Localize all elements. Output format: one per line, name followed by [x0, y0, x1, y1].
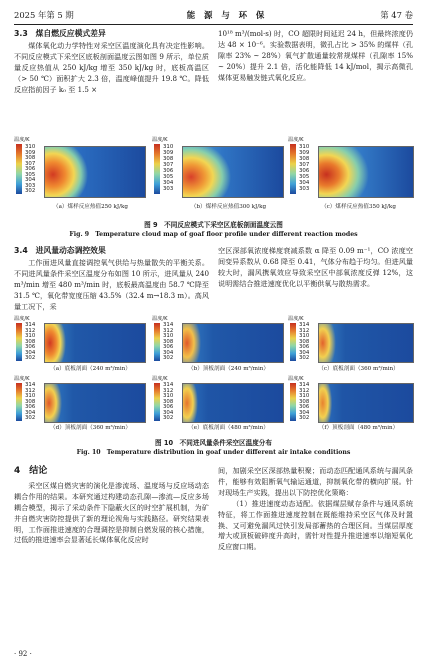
- colorbar-tick: 308: [299, 338, 310, 345]
- fig9-panel-c-label: （c）煤样反应热值350 kJ/kg: [321, 204, 396, 210]
- fig10-panel-b: [152, 315, 285, 373]
- fig10-panel-a-label: （a）底板剖面（240 m³/min）: [50, 366, 131, 372]
- colorbar-tick: 310: [163, 333, 174, 339]
- left-column-sec34: [14, 246, 209, 312]
- section-3-3-continued: 10¹⁸ m³/(mol·s) 时，CO 超限时间延迟 24 h，但最终浓度仍达 48 × 10⁻⁶。实验数据表明，微孔占比 > 35% 的煤样（孔隙率 23% ~ 28%）氧气扩散通量较常规煤样（孔隙率 15% ~ 20%）提升 2.1 倍，活化能降低 14 kJ/mol，揭示高微孔煤体更易触发链式氧化反应。: [218, 29, 413, 82]
- colorbar-gradient: [16, 144, 22, 194]
- journal-volume: 第 47 卷: [380, 10, 413, 20]
- colorbar-tick: 302: [163, 355, 174, 361]
- colorbar-tick: 312: [163, 327, 174, 334]
- section-4-strategy-1: （1）推进速度动态适配。依据煤层赋存条件与通风系统特征，将工作面推进速度控制在既能维持采空区气体及时置换、又可避免漏风过快引发局部蓄热的合理区间。当煤层厚度增大或顶板破碎度升高时，需针对性提升推进速率以缩短氧化反应窗口期。: [218, 498, 413, 552]
- section-4-paragraph: 采空区煤自燃灾害的演化是渗流场、温度场与反应场动态耦合作用的结果。本研究通过构建动态孔隙—渗流—反应多场耦合模型，揭示了采动条件下隐蔽火区的时空扩展机制，为矿井自燃灾害防控提供了新的理论视角与实践路径。研究结果表明，工作面推进速度的合理调控是抑制自燃发展的核心措施，过低的推进速率会显著延长煤体氧化反应时: [14, 480, 209, 545]
- fig9-colorbar: [290, 136, 314, 196]
- fig9-panel-c: [290, 136, 413, 216]
- colorbar-tick: 304: [25, 409, 36, 416]
- fig10-panel-d-label: （d）顶板剖面（360 m³/min）: [50, 425, 131, 431]
- fig10-panel-c: [290, 315, 413, 373]
- colorbar-title: 温度/K: [288, 376, 304, 382]
- colorbar-tick: 306: [163, 344, 174, 350]
- colorbar-tick: 304: [299, 349, 310, 356]
- colorbar-title: 温度/K: [14, 376, 30, 382]
- colorbar-tick: 303: [163, 186, 174, 192]
- colorbar-tick: 314: [25, 322, 36, 328]
- colorbar-tick: 306: [299, 168, 310, 174]
- fig9-contour-map-a: [44, 146, 146, 198]
- colorbar-tick: 310: [163, 144, 174, 150]
- colorbar-gradient: [154, 383, 160, 421]
- colorbar-tick: 304: [163, 409, 174, 416]
- colorbar-tick: 310: [163, 393, 174, 399]
- colorbar-tick: 304: [299, 180, 310, 186]
- figure-9-caption-en: Fig. 9 Temperature cloud map of goaf floor profile under different reaction modes: [69, 231, 358, 238]
- fig10-panel-b-label: （b）顶板剖面（240 m³/min）: [188, 366, 269, 372]
- section-3-4-title: 3.4 进风量动态调控效果: [14, 246, 106, 255]
- colorbar-tick: 310: [25, 333, 36, 339]
- journal-issue: 2025 年第 5 期: [14, 10, 74, 20]
- colorbar-tick: 302: [163, 415, 174, 421]
- colorbar-tick: 306: [25, 166, 36, 172]
- colorbar-title: 温度/K: [14, 137, 30, 143]
- fig10-panel-e: [152, 375, 285, 431]
- colorbar-tick: 308: [25, 338, 36, 345]
- colorbar-tick: 310: [25, 144, 36, 150]
- fig10-contour-map-d: [44, 383, 146, 423]
- colorbar-tick: 307: [163, 162, 174, 168]
- fig9-panel-a-label: （a）煤样反应热值250 kJ/kg: [52, 204, 129, 210]
- colorbar-tick: 312: [299, 387, 310, 394]
- fig10-panel-f: [290, 375, 413, 431]
- fig10-panel-e-label: （e）底板剖面（480 m³/min）: [188, 425, 269, 431]
- colorbar-tick: 308: [299, 398, 310, 405]
- colorbar-tick: 310: [299, 393, 310, 399]
- figure-10: [14, 315, 413, 487]
- colorbar-tick: 306: [299, 404, 310, 410]
- colorbar-tick: 308: [163, 338, 174, 345]
- colorbar-tick: 309: [299, 150, 310, 156]
- colorbar-gradient: [290, 323, 296, 361]
- colorbar-tick: 302: [25, 415, 36, 421]
- colorbar-tick: 310: [299, 144, 310, 150]
- fig9-colorbar: [16, 136, 40, 196]
- colorbar-tick: 309: [163, 150, 174, 156]
- colorbar-tick: 314: [299, 322, 310, 328]
- colorbar-tick: 312: [163, 387, 174, 394]
- right-column-sec34: [218, 246, 413, 290]
- section-3-4-paragraph: 工作面进风量直接调控氧气供给与热量散失的平衡关系。不同进风量条件采空区温度分布如图 10 所示，进风量从 240 m³/min 增至 480 m³/min 时，底板最高温度由 58.7 ℃降至 31.5 ℃，氧化带宽度压缩 43.5%（32.4 m→18.3 m）。高风量工况下，采: [14, 257, 209, 311]
- colorbar-tick: 302: [299, 415, 310, 421]
- colorbar-tick: 314: [163, 382, 174, 388]
- figure-10-caption: [14, 437, 413, 456]
- colorbar-tick: 304: [163, 349, 174, 356]
- left-column-sec4: [14, 466, 209, 546]
- section-4-title: 4 结论: [14, 466, 48, 476]
- colorbar-tick: 308: [163, 398, 174, 405]
- colorbar-tick: 306: [25, 344, 36, 350]
- colorbar-tick: 305: [299, 174, 310, 180]
- right-column-sec33: [218, 29, 413, 84]
- colorbar-gradient: [154, 323, 160, 361]
- colorbar-title: 温度/K: [152, 316, 168, 322]
- fig10-colorbar: [154, 315, 178, 361]
- colorbar-tick: 314: [163, 322, 174, 328]
- colorbar-title: 温度/K: [152, 376, 168, 382]
- colorbar-title: 温度/K: [14, 316, 30, 322]
- figure-9-caption-cn: 图 9 不同反应模式下采空区底板剖面温度云图: [144, 221, 283, 229]
- colorbar-gradient: [16, 383, 22, 421]
- colorbar-tick: 304: [163, 180, 174, 186]
- colorbar-tick: 304: [299, 409, 310, 416]
- colorbar-tick: 304: [25, 349, 36, 356]
- fig9-panel-b: [152, 136, 285, 216]
- fig10-panel-c-label: （c）底板剖面（360 m³/min）: [318, 366, 399, 372]
- figure-9: [14, 136, 413, 216]
- fig10-colorbar: [16, 315, 40, 361]
- fig10-contour-map-c: [318, 323, 414, 363]
- colorbar-gradient: [154, 144, 160, 194]
- colorbar-title: 温度/K: [152, 137, 168, 143]
- fig9-panel-b-label: （b）煤样反应热值300 kJ/kg: [190, 204, 267, 210]
- fig9-contour-map-c: [318, 146, 414, 198]
- colorbar-tick: 312: [299, 327, 310, 334]
- colorbar-tick: 302: [299, 355, 310, 361]
- fig10-contour-map-e: [182, 383, 284, 423]
- colorbar-tick: 303: [299, 186, 310, 192]
- fig10-panel-d: [14, 375, 147, 431]
- fig10-colorbar: [16, 375, 40, 421]
- fig10-panel-a: [14, 315, 147, 373]
- fig10-colorbar: [290, 375, 314, 421]
- colorbar-gradient: [290, 383, 296, 421]
- colorbar-tick: 309: [25, 149, 36, 156]
- colorbar-gradient: [16, 323, 22, 361]
- fig9-panel-a: [14, 136, 147, 216]
- colorbar-tick: 312: [25, 387, 36, 394]
- figure-10-caption-cn: 图 10 不同进风量条件采空区温度分布: [155, 439, 272, 447]
- section-3-4-continued: 空区深部氧浓度梯度衰减系数 α 降至 0.09 m⁻¹，CO 浓度空间变异系数从 0.68 降至 0.41，气体分布趋于均匀。但进风量较大时，漏风携氧效应导致采空区中部氧浓度反弹 12%，这说明需结合推进速度优化以平衡供氧与散热需求。: [218, 246, 413, 288]
- colorbar-tick: 306: [299, 344, 310, 350]
- colorbar-tick: 314: [299, 382, 310, 388]
- colorbar-tick: 308: [163, 156, 174, 162]
- colorbar-title: 温度/K: [288, 316, 304, 322]
- fig10-panel-f-label: （f）顶板剖面（480 m³/min）: [318, 425, 399, 431]
- running-header: [14, 8, 413, 22]
- colorbar-tick: 302: [25, 355, 36, 361]
- colorbar-tick: 304: [25, 177, 36, 183]
- figure-9-caption: [14, 219, 413, 238]
- colorbar-tick: 314: [25, 382, 36, 388]
- colorbar-tick: 307: [299, 162, 310, 168]
- colorbar-tick: 305: [25, 171, 36, 178]
- fig10-contour-map-b: [182, 323, 284, 363]
- colorbar-tick: 303: [25, 182, 36, 189]
- colorbar-tick: 306: [163, 404, 174, 410]
- colorbar-tick: 306: [163, 168, 174, 174]
- colorbar-tick: 308: [25, 155, 36, 161]
- fig9-colorbar: [154, 136, 178, 196]
- colorbar-tick: 308: [299, 156, 310, 162]
- colorbar-tick: 312: [25, 327, 36, 334]
- page-number: · 92 ·: [14, 650, 32, 658]
- section-3-3-title: 3.3 煤自燃反应模式差异: [14, 29, 106, 38]
- journal-title: 能 源 与 环 保: [186, 10, 268, 20]
- header-rule: [14, 24, 413, 25]
- colorbar-tick: 305: [163, 174, 174, 180]
- right-column-sec4: [218, 466, 413, 553]
- fig9-contour-map-b: [182, 146, 284, 198]
- section-4-continued: 间，加剧采空区深部热量积聚；而动态匹配通风系统与漏风条件，能够有效阻断氧气输运通道，抑制氧化带的横向扩展。针对现场生产实践，提出以下防控优化策略：: [218, 466, 413, 497]
- fig10-contour-map-f: [318, 383, 414, 423]
- colorbar-tick: 307: [25, 160, 36, 167]
- colorbar-tick: 308: [25, 398, 36, 405]
- colorbar-tick: 310: [299, 333, 310, 339]
- colorbar-tick: 302: [25, 188, 36, 194]
- fig10-contour-map-a: [44, 323, 146, 363]
- fig10-colorbar: [290, 315, 314, 361]
- left-column-sec33: [14, 29, 209, 95]
- colorbar-title: 温度/K: [288, 137, 304, 143]
- colorbar-gradient: [290, 144, 296, 194]
- figure-10-caption-en: Fig. 10 Temperature distribution in goaf under different air intake conditions: [76, 449, 351, 456]
- fig10-colorbar: [154, 375, 178, 421]
- colorbar-tick: 306: [25, 404, 36, 410]
- section-3-3-paragraph: 煤体氧化动力学特性对采空区温度演化具有决定性影响。不同反应模式下采空区底板剖面温度云图如图 9 所示，单位质量反应热值从 250 kJ/kg 增至 350 kJ/kg 时，底板高温区（> 50 ℃）面积扩大 2.3 倍，温度峰值提升 19.8 ℃。降低反应指前因子 k₀ 至 1.5 ×: [14, 40, 209, 94]
- colorbar-tick: 310: [25, 393, 36, 399]
